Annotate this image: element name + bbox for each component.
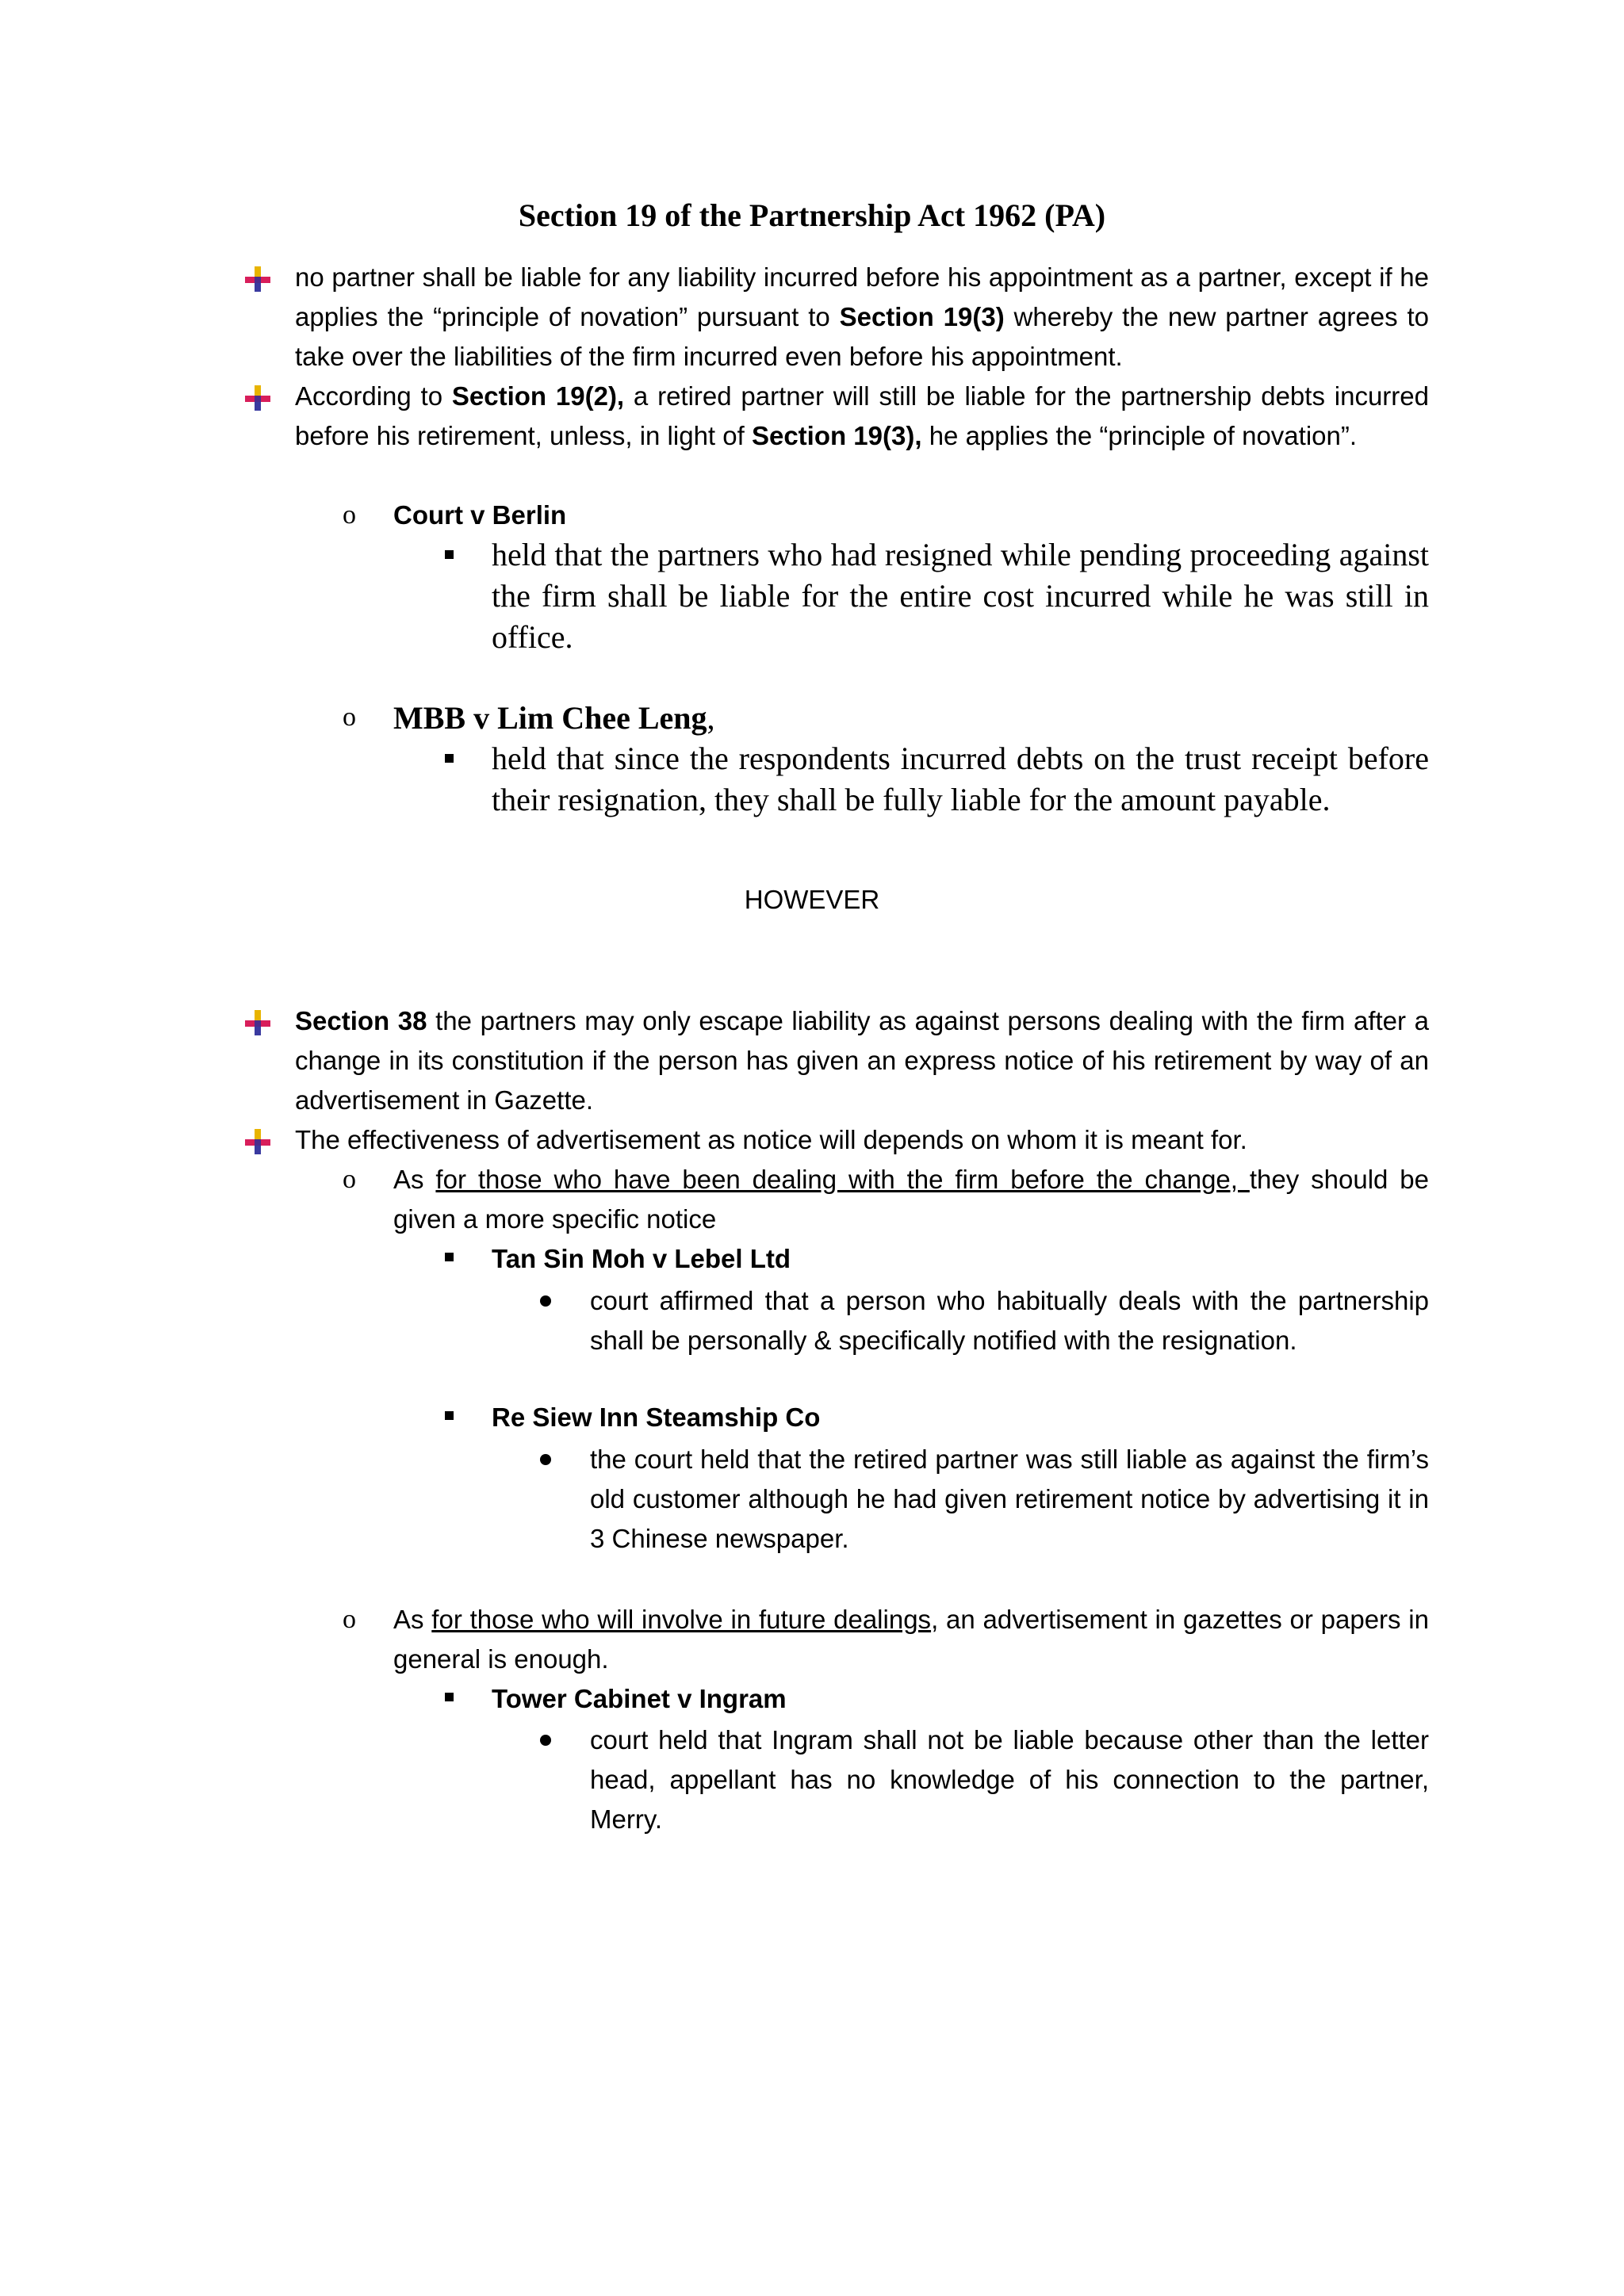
circle-bullet-icon: o	[343, 500, 356, 530]
paragraph-retired-partner	[295, 377, 1429, 456]
case-name-suffix: ,	[707, 700, 715, 736]
case-held-text: held that the partners who had resigned while pending proceeding against the firm shall be liable for the entire cost incurred while he was still in office.	[492, 537, 1429, 655]
dot-bullet-icon	[540, 1295, 551, 1307]
case-tan-sin-moh-v-lebel	[492, 1239, 791, 1279]
case-held-text: court held that Ingram shall not be liable because other than the letter head, appellant has no knowledge of his connection to the partner, Merry.	[590, 1725, 1429, 1834]
case-name: Re Siew Inn Steamship Co	[492, 1402, 821, 1432]
sub2-underline: for those who will involve in future dealings	[431, 1605, 932, 1634]
dot-bullet-icon	[540, 1454, 551, 1465]
square-bullet-icon	[445, 754, 454, 763]
p1-text-2: whereby the new partner agrees to take over the liabilities of the firm incurred even before his appointment.	[295, 302, 1429, 371]
case-name: Tower Cabinet v Ingram	[492, 1684, 787, 1713]
paragraph-novation	[295, 258, 1429, 377]
p1-bold-section: Section 19(3)	[839, 302, 1005, 331]
square-bullet-icon	[445, 550, 454, 559]
sub2-text-1: As	[393, 1605, 432, 1634]
sub-point-future-dealings	[393, 1600, 1429, 1679]
case-mbb-v-lim-chee-leng	[393, 698, 715, 739]
pin-bullet-icon	[243, 382, 272, 414]
square-bullet-icon	[445, 1411, 454, 1420]
however-heading: HOWEVER	[744, 885, 880, 914]
sub-point-prior-dealings	[393, 1160, 1429, 1239]
case-name: Tan Sin Moh v Lebel Ltd	[492, 1244, 791, 1273]
p2-text-3: he applies the “principle of novation”.	[921, 421, 1358, 450]
case-court-v-berlin	[393, 496, 566, 535]
circle-bullet-icon: o	[343, 702, 356, 732]
pin-bullet-icon	[243, 263, 272, 295]
case-tower-cabinet-v-ingram	[492, 1679, 787, 1719]
sub1-text-1: As	[393, 1165, 436, 1194]
pin-bullet-icon	[243, 1126, 272, 1158]
circle-bullet-icon: o	[343, 1165, 356, 1194]
pin-bullet-icon	[243, 1007, 272, 1039]
dot-bullet-icon	[540, 1735, 551, 1746]
case-held-text: the court held that the retired partner was still liable as against the firm’s old customer although he had given retirement notice by advertising it in 3 Chinese newspaper.	[590, 1445, 1429, 1553]
paragraph-effectiveness: The effectiveness of advertisement as notice will depends on whom it is meant for.	[295, 1125, 1247, 1154]
p2-text-1: According to	[295, 381, 452, 411]
square-bullet-icon	[445, 1693, 454, 1701]
p1-text-1: no partner shall be liable for any liability incurred before his appointment as a partner, except if he applies the “principle of novation” pursuant to	[295, 262, 1429, 331]
sub1-text-2: they should be given a more specific notice	[393, 1165, 1429, 1234]
sub2-text-2: , an advertisement in gazettes or papers in general is enough.	[393, 1605, 1429, 1674]
square-bullet-icon	[445, 1253, 454, 1261]
circle-bullet-icon: o	[343, 1605, 356, 1634]
p3-text-1: the partners may only escape liability as against persons dealing with the firm after a change in its constitution if the person has given an express notice of his retirement by way of an advertisement in Gazette.	[295, 1006, 1429, 1115]
paragraph-section-38	[295, 1001, 1429, 1120]
case-held-text: held that since the respondents incurred debts on the trust receipt before their resignation, they shall be fully liable for the amount payable.	[492, 740, 1429, 817]
p2-bold-section-a: Section 19(2),	[451, 381, 625, 411]
sub1-underline: for those who have been dealing with the firm before the change,	[435, 1165, 1250, 1194]
p2-bold-section-b: Section 19(3),	[751, 421, 922, 450]
case-name: MBB v Lim Chee Leng	[393, 700, 707, 736]
page-title: Section 19 of the Partnership Act 1962 (PA)	[518, 197, 1106, 233]
case-name: Court v Berlin	[393, 500, 567, 530]
p2-text-2: a retired partner will still be liable for the partnership debts incurred before his retirement, unless, in light of	[295, 381, 1429, 450]
case-re-siew-inn-steamship	[492, 1398, 820, 1437]
case-held-text: court affirmed that a person who habitually deals with the partnership shall be personally & specifically notified with the resignation.	[590, 1286, 1429, 1355]
p3-bold-section: Section 38	[295, 1006, 427, 1035]
